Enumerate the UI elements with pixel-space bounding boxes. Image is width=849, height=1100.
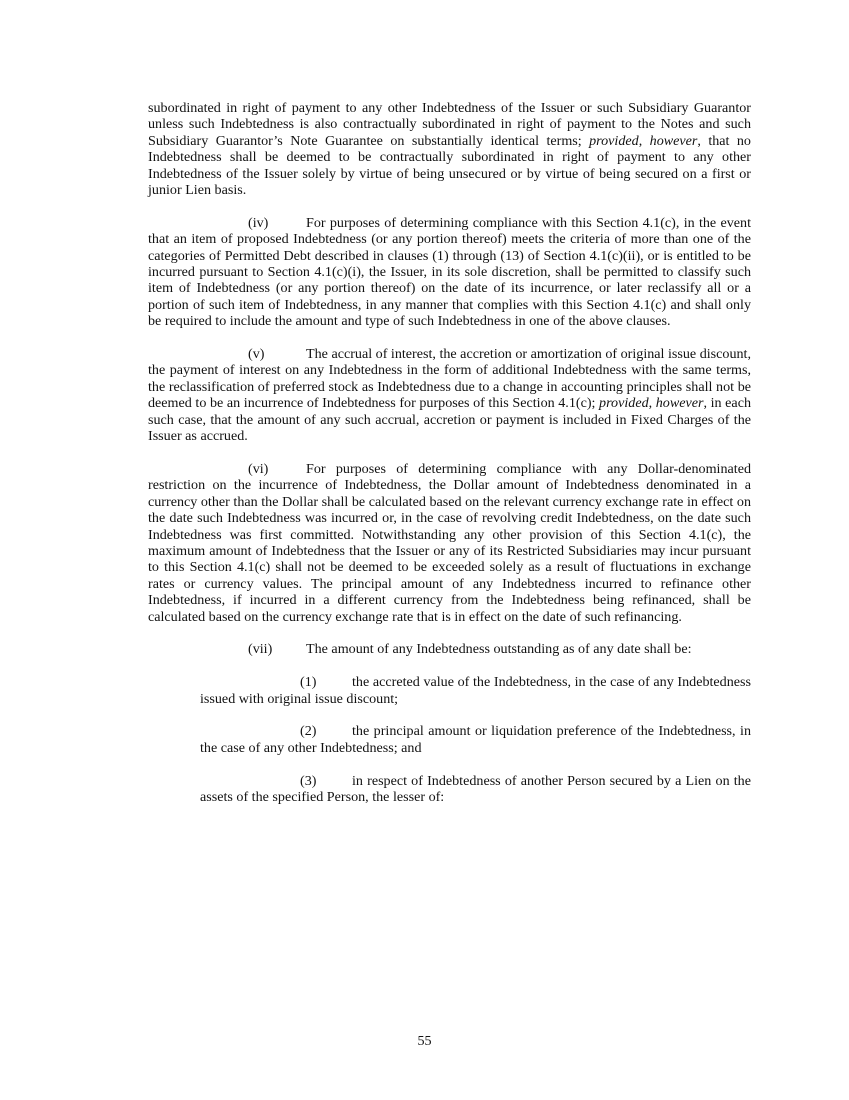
text-segment: , that no Indebtedness shall be deemed to be contractually subordinated in right of payment to any other Indebtedness of the Issuer solely by virtue of being unsecured or by virtue of being secured on a first or junior Lien basis. bbox=[148, 132, 751, 199]
subclause-text: the accreted value of the Indebtedness, in the case of any Indebtedness issued with original issue discount; bbox=[200, 674, 751, 707]
text-segment: subordinated in right of payment to any other Indebtedness of the Issuer or such Subsidiary Guarantor unless such Indebtedness is also contractually subordinated in right of payment to the Notes and such Subsidiary Guarantor’s Note Guarantee on substantially identical terms; bbox=[148, 100, 751, 149]
italic-however: however bbox=[649, 132, 698, 149]
paragraph-vi bbox=[148, 461, 751, 625]
paragraph-v bbox=[148, 346, 751, 444]
clause-text: The accrual of interest, the accretion or amortization of original issue discount, the payment of interest on any Indebtedness in the form of additional Indebtedness with the same terms, the reclassification of preferred stock as Indebtedness due to a change in accounting principles shall not be deemed to be an incurrence of Indebtedness for purposes of this Section 4.1(c); bbox=[148, 346, 751, 412]
subclause-number: (1) bbox=[300, 674, 317, 691]
page-number: 55 bbox=[417, 1033, 432, 1049]
clause-text: For purposes of determining compliance with this Section 4.1(c), in the event that an item of proposed Indebtedness (or any portion thereof) meets the criteria of more than one of the categories of Permitted Debt described in clauses (1) through (13) of Section 4.1(c)(ii), or is entitled to be incurred pursuant to Section 4.1(c)(i), the Issuer, in its sole discretion, shall be permitted to classify such item of Indebtedness (or any portion thereof) on the date of its incurrence, or later reclassify all or a portion of such item of Indebtedness, in any manner that complies with this Section 4.1(c) and shall only be required to include the amount and type of such Indebtedness in one of the above clauses. bbox=[148, 214, 751, 330]
clause-number: (vi) bbox=[248, 460, 269, 477]
paragraph-iv bbox=[148, 215, 751, 330]
clause-number: (iv) bbox=[248, 214, 269, 231]
paragraph-vii bbox=[148, 641, 751, 657]
paragraph-continuation bbox=[148, 100, 751, 198]
subclause-text: in respect of Indebtedness of another Person secured by a Lien on the assets of the specified Person, the lesser of: bbox=[200, 772, 751, 805]
text-separator: , bbox=[648, 395, 656, 412]
clause-number: (vii) bbox=[248, 641, 273, 658]
paragraph-3 bbox=[200, 773, 751, 806]
paragraph-1 bbox=[200, 674, 751, 707]
paragraph-2 bbox=[200, 723, 751, 756]
clause-number: (v) bbox=[248, 346, 265, 363]
document-body bbox=[148, 100, 751, 822]
subclause-text: the principal amount or liquidation preference of the Indebtedness, in the case of any other Indebtedness; and bbox=[200, 723, 751, 756]
italic-provided: provided bbox=[589, 132, 639, 149]
clause-text: The amount of any Indebtedness outstanding as of any date shall be: bbox=[306, 641, 692, 658]
clause-text: For purposes of determining compliance with any Dollar-denominated restriction on the incurrence of Indebtedness, the Dollar amount of Indebtedness denominated in a currency other than the Dollar shall be calculated based on the relevant currency exchange rate in effect on the date such Indebtedness was incurred or, in the case of revolving credit Indebtedness, on the date such Indebtedness was first committed. Notwithstanding any other provision of this Section 4.1(c), the maximum amount of Indebtedness that the Issuer or any of its Restricted Subsidiaries may incur pursuant to this Section 4.1(c) shall not be deemed to be exceeded solely as a result of fluctuations in exchange rates or currency values. The principal amount of any Indebtedness incurred to refinance other Indebtedness, if incurred in a different currency from the Indebtedness being refinanced, shall be calculated based on the currency exchange rate that is in effect on the date of such refinancing. bbox=[148, 460, 751, 625]
italic-however: however bbox=[655, 395, 704, 412]
text-separator: , bbox=[638, 132, 650, 149]
subclause-number: (3) bbox=[300, 772, 317, 789]
subclause-number: (2) bbox=[300, 723, 317, 740]
clause-text: , in each such case, that the amount of any such accrual, accretion or payment is included in Fixed Charges of the Issuer as accrued. bbox=[148, 395, 751, 445]
italic-provided: provided bbox=[599, 395, 649, 412]
